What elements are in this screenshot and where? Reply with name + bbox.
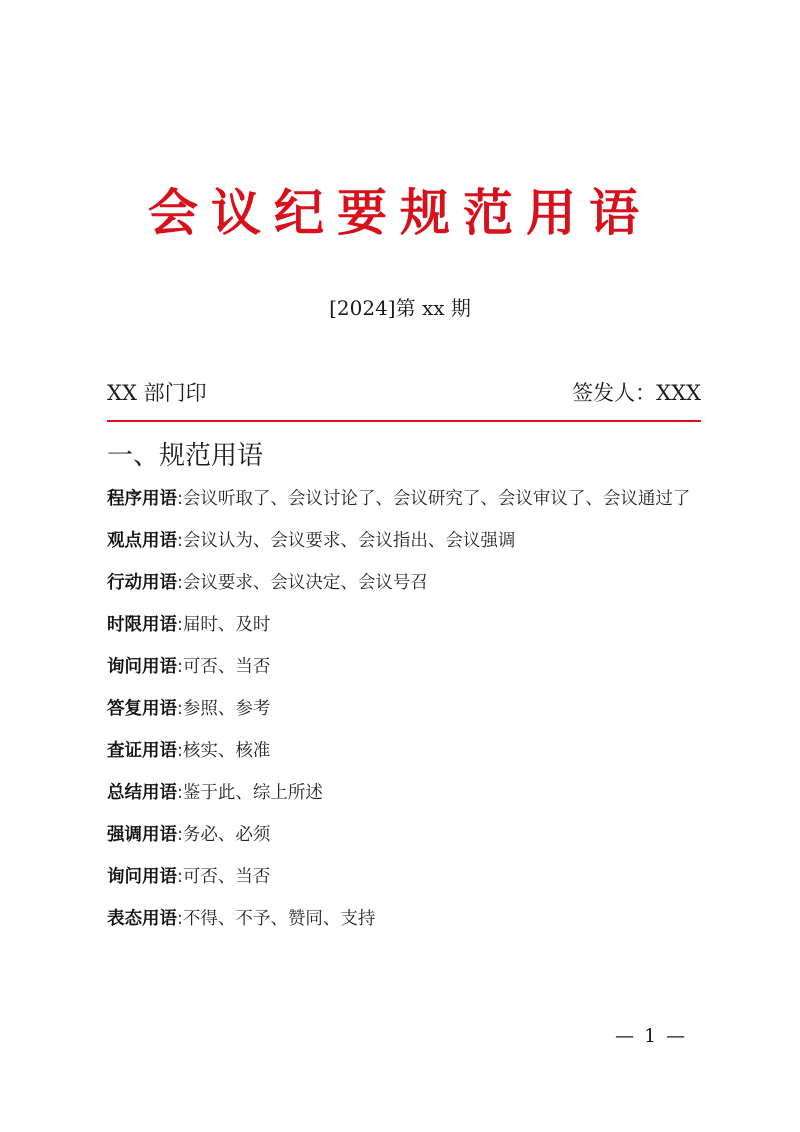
term-text: 鉴于此、综上所述 — [182, 783, 323, 803]
term-item — [107, 646, 701, 688]
term-colon: : — [177, 699, 183, 719]
header-meta-row — [107, 378, 701, 408]
term-text: 会议认为、会议要求、会议指出、会议强调 — [182, 531, 516, 551]
term-colon: : — [177, 531, 183, 551]
term-colon: : — [177, 741, 183, 761]
term-label: 程序用语 — [107, 489, 177, 509]
term-item — [107, 520, 701, 562]
term-item — [107, 814, 701, 856]
term-label: 查证用语 — [107, 741, 177, 761]
term-colon: : — [177, 573, 183, 593]
term-label: 表态用语 — [107, 909, 177, 929]
term-item — [107, 604, 701, 646]
section-heading: 一、规范用语 — [107, 441, 264, 471]
term-label: 时限用语 — [107, 615, 177, 635]
term-label: 询问用语 — [107, 657, 177, 677]
signer: 签发人：XXX — [572, 381, 701, 405]
red-divider-line — [107, 420, 701, 422]
issuing-department: XX 部门印 — [107, 381, 207, 405]
term-item — [107, 772, 701, 814]
term-label: 询问用语 — [107, 867, 177, 887]
page-number: — 1 — — [615, 1025, 688, 1047]
term-label: 观点用语 — [107, 531, 177, 551]
term-colon: : — [177, 867, 183, 887]
term-text: 务必、必须 — [182, 825, 271, 845]
term-item — [107, 898, 701, 940]
term-text: 会议要求、会议决定、会议号召 — [182, 573, 428, 593]
term-item — [107, 562, 701, 604]
term-text: 参照、参考 — [182, 699, 271, 719]
term-text: 不得、不予、赞同、支持 — [182, 909, 376, 929]
term-colon: : — [177, 615, 183, 635]
term-text: 届时、及时 — [182, 615, 271, 635]
issue-number: [2024]第 xx 期 — [329, 296, 471, 320]
term-label: 强调用语 — [107, 825, 177, 845]
term-item — [107, 730, 701, 772]
term-text: 会议听取了、会议讨论了、会议研究了、会议审议了、会议通过了 — [182, 489, 691, 509]
term-item — [107, 478, 701, 520]
term-item — [107, 688, 701, 730]
term-text: 核实、核准 — [182, 741, 271, 761]
term-item — [107, 856, 701, 898]
term-colon: : — [177, 489, 183, 509]
term-colon: : — [177, 657, 183, 677]
term-colon: : — [177, 783, 183, 803]
term-colon: : — [177, 909, 183, 929]
term-text: 可否、当否 — [182, 867, 271, 887]
term-colon: : — [177, 825, 183, 845]
term-label: 总结用语 — [107, 783, 177, 803]
term-label: 行动用语 — [107, 573, 177, 593]
term-label: 答复用语 — [107, 699, 177, 719]
document-title: 会议纪要规范用语 — [148, 183, 652, 242]
term-text: 可否、当否 — [182, 657, 271, 677]
term-list — [107, 478, 701, 940]
